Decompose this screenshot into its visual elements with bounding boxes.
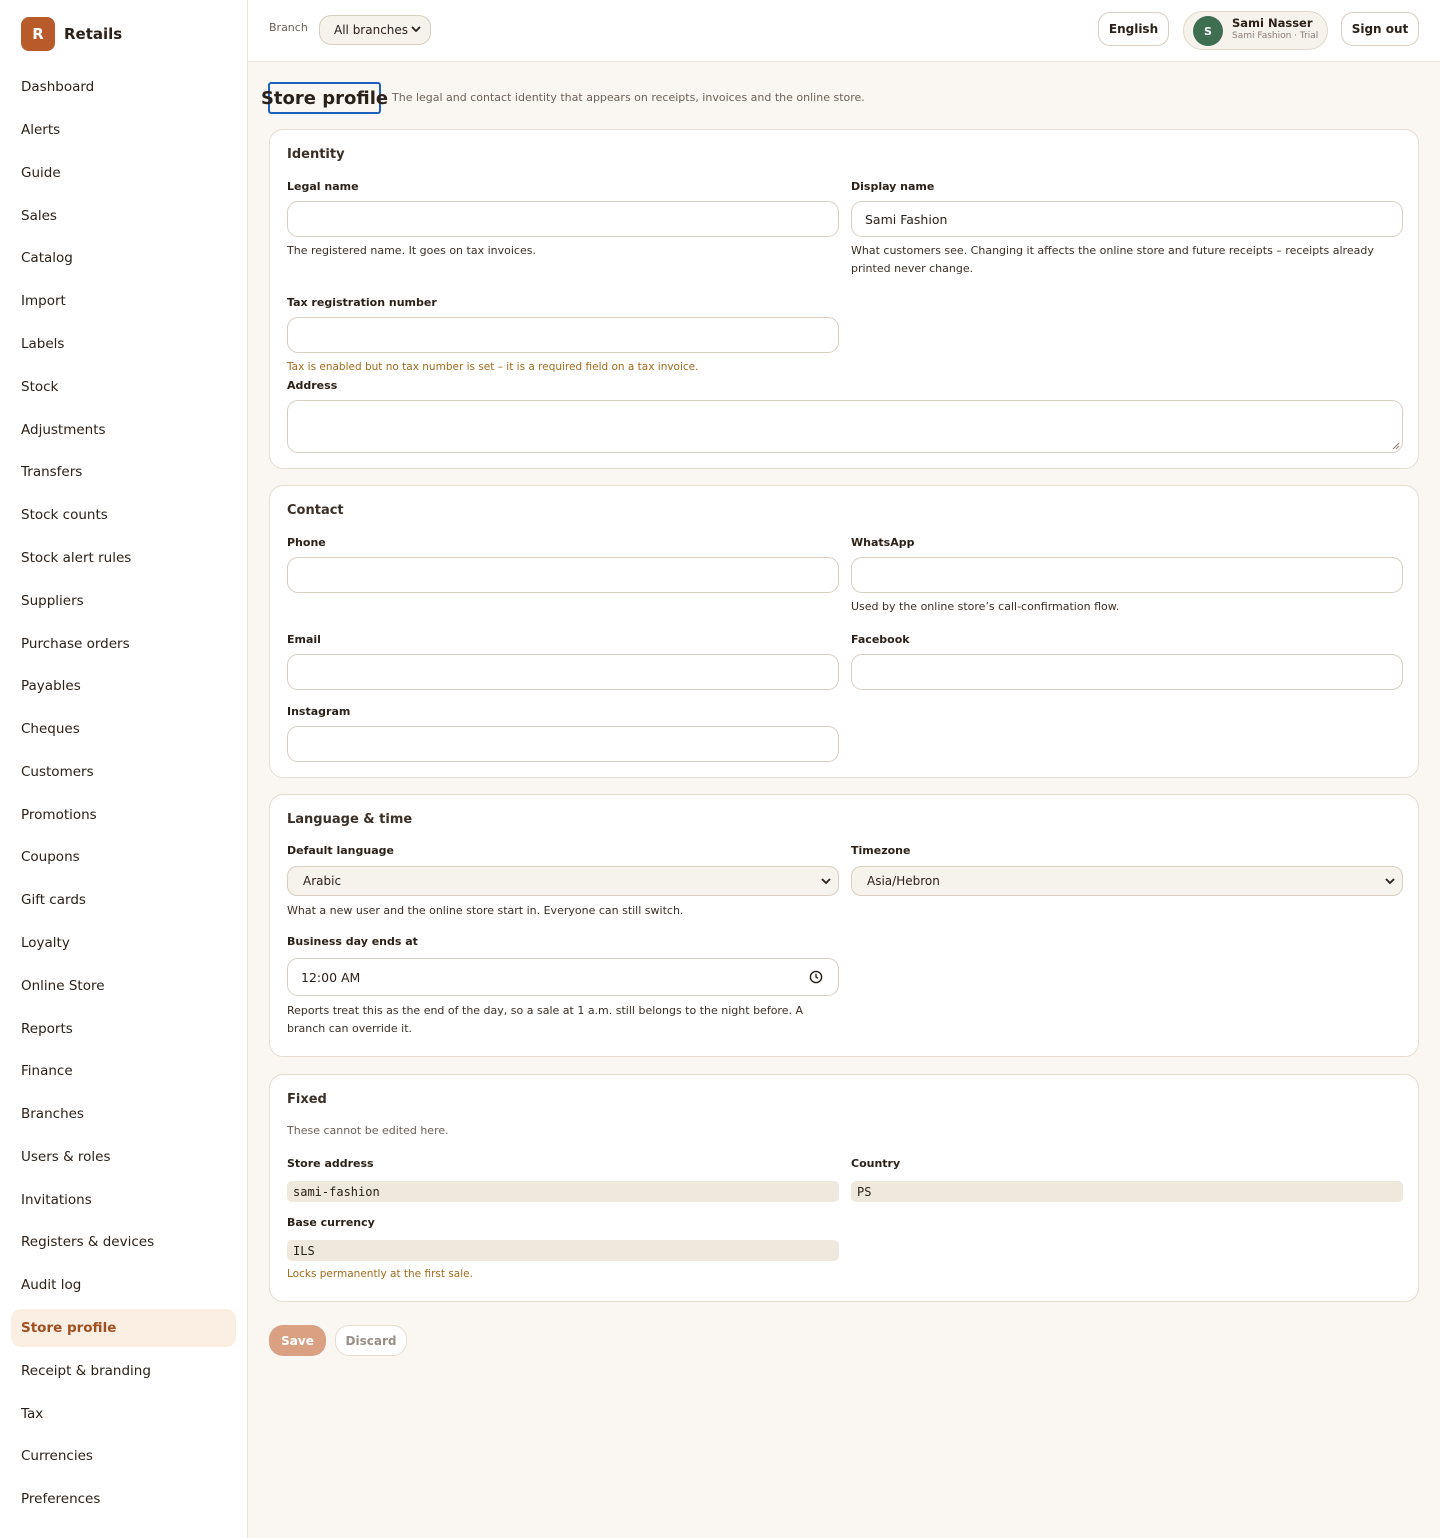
default-language-label: Default language — [287, 844, 394, 857]
chevron-down-icon — [410, 23, 422, 35]
fixed-title: Fixed — [287, 1092, 327, 1107]
sidebar-item-reports[interactable]: Reports — [21, 1020, 73, 1037]
page-subtitle: The legal and contact identity that appears on receipts, invoices and the online store. — [392, 91, 865, 104]
phone-input[interactable] — [287, 557, 839, 593]
sidebar-item-adjustments[interactable]: Adjustments — [21, 421, 106, 438]
base-currency-warning: Locks permanently at the first sale. — [287, 1268, 473, 1280]
address-label: Address — [287, 379, 338, 392]
sidebar-item-catalog[interactable]: Catalog — [21, 250, 73, 267]
language-time-title: Language & time — [287, 812, 413, 827]
phone-label: Phone — [287, 536, 326, 549]
legal-name-input[interactable] — [287, 201, 839, 237]
identity-card — [269, 129, 1419, 469]
legal-name-label: Legal name — [287, 180, 359, 193]
chevron-down-icon — [1384, 875, 1396, 887]
sidebar-item-stock-counts[interactable]: Stock counts — [21, 507, 108, 524]
legal-name-help: The registered name. It goes on tax invoices. — [287, 244, 536, 257]
sidebar-item-purchase-orders[interactable]: Purchase orders — [21, 635, 130, 652]
sign-out-button[interactable]: Sign out — [1341, 12, 1419, 46]
sidebar-item-stock[interactable]: Stock — [21, 378, 59, 395]
brand-name: Retails — [64, 25, 123, 43]
fixed-note: These cannot be edited here. — [287, 1124, 449, 1137]
timezone-label: Timezone — [851, 844, 911, 857]
sidebar-item-import[interactable]: Import — [21, 293, 66, 310]
tax-number-label: Tax registration number — [287, 296, 437, 309]
sidebar-nav — [11, 68, 236, 1523]
default-language-select[interactable] — [287, 866, 839, 896]
sidebar-item-registers-and-devices[interactable]: Registers & devices — [21, 1234, 155, 1251]
sidebar-item-preferences[interactable]: Preferences — [21, 1491, 101, 1508]
contact-card — [269, 485, 1419, 778]
timezone-value: Asia/Hebron — [867, 874, 940, 888]
sidebar-item-payables[interactable]: Payables — [21, 678, 81, 695]
country-value: PS — [851, 1181, 1403, 1202]
identity-title: Identity — [287, 147, 345, 162]
sidebar-item-currencies[interactable]: Currencies — [21, 1448, 93, 1465]
default-language-help: What a new user and the online store start in. Everyone can still switch. — [287, 904, 684, 917]
sidebar-item-dashboard[interactable]: Dashboard — [21, 79, 95, 96]
topbar — [248, 0, 1440, 62]
business-day-label: Business day ends at — [287, 935, 418, 948]
display-name-input[interactable] — [851, 201, 1403, 237]
contact-title: Contact — [287, 503, 344, 518]
address-textarea[interactable] — [287, 400, 1403, 453]
sidebar-item-branches[interactable]: Branches — [21, 1106, 84, 1123]
display-name-help: What customers see. Changing it affects the online store and future receipts – receipts already printed never change. — [851, 244, 1374, 275]
sidebar-item-customers[interactable]: Customers — [21, 763, 94, 780]
sidebar-item-online-store[interactable]: Online Store — [21, 977, 105, 994]
timezone-select[interactable] — [851, 866, 1403, 896]
resize-grip-icon[interactable] — [1392, 442, 1400, 450]
country-label: Country — [851, 1157, 901, 1170]
branch-label: Branch — [269, 21, 308, 34]
language-button[interactable]: English — [1098, 12, 1169, 46]
sidebar-item-invitations[interactable]: Invitations — [21, 1191, 92, 1208]
tax-number-warning: Tax is enabled but no tax number is set – it is a required field on a tax invoice. — [287, 361, 699, 373]
sidebar-item-receipt-and-branding[interactable]: Receipt & branding — [21, 1362, 151, 1379]
chevron-down-icon — [820, 875, 832, 887]
store-address-value: sami-fashion — [287, 1181, 839, 1202]
sidebar — [0, 0, 248, 1538]
business-day-help: Reports treat this as the end of the day, so a sale at 1 a.m. still belongs to the night before. A branch can override it. — [287, 1004, 803, 1035]
user-name: Sami Nasser — [1232, 16, 1313, 30]
whatsapp-label: WhatsApp — [851, 536, 915, 549]
sidebar-item-promotions[interactable]: Promotions — [21, 806, 97, 823]
user-menu[interactable] — [1183, 11, 1328, 50]
facebook-input[interactable] — [851, 654, 1403, 690]
user-subtitle: Sami Fashion · Trial — [1232, 31, 1319, 41]
save-button[interactable]: Save — [269, 1325, 326, 1356]
language-time-card — [269, 794, 1419, 1057]
discard-button[interactable]: Discard — [335, 1325, 407, 1356]
sidebar-item-stock-alert-rules[interactable]: Stock alert rules — [21, 549, 132, 566]
base-currency-label: Base currency — [287, 1216, 375, 1229]
sidebar-item-suppliers[interactable]: Suppliers — [21, 592, 84, 609]
email-label: Email — [287, 633, 321, 646]
instagram-label: Instagram — [287, 705, 351, 718]
brand[interactable] — [21, 17, 122, 51]
store-address-label: Store address — [287, 1157, 374, 1170]
business-day-value: 12:00 AM — [301, 969, 361, 985]
whatsapp-input[interactable] — [851, 557, 1403, 593]
avatar: S — [1193, 16, 1223, 46]
sidebar-item-store-profile[interactable]: Store profile — [11, 1309, 236, 1348]
sidebar-item-finance[interactable]: Finance — [21, 1063, 73, 1080]
default-language-value: Arabic — [303, 874, 342, 888]
sidebar-item-labels[interactable]: Labels — [21, 336, 65, 353]
sidebar-item-guide[interactable]: Guide — [21, 164, 61, 181]
sidebar-item-loyalty[interactable]: Loyalty — [21, 934, 70, 951]
sidebar-item-transfers[interactable]: Transfers — [21, 464, 83, 481]
sidebar-item-alerts[interactable]: Alerts — [21, 122, 61, 139]
branch-select-value: All branches — [334, 23, 409, 37]
brand-logo: R — [21, 17, 55, 51]
sidebar-item-audit-log[interactable]: Audit log — [21, 1277, 82, 1294]
base-currency-value: ILS — [287, 1240, 839, 1261]
fixed-card — [269, 1074, 1419, 1302]
sidebar-item-gift-cards[interactable]: Gift cards — [21, 892, 86, 909]
sidebar-item-sales[interactable]: Sales — [21, 207, 57, 224]
clock-icon[interactable] — [809, 970, 823, 984]
email-input[interactable] — [287, 654, 839, 690]
branch-select[interactable] — [319, 15, 431, 45]
whatsapp-help: Used by the online store’s call-confirmation flow. — [851, 600, 1120, 613]
tax-number-input[interactable] — [287, 317, 839, 353]
sidebar-item-users-and-roles[interactable]: Users & roles — [21, 1148, 111, 1165]
facebook-label: Facebook — [851, 633, 910, 646]
display-name-label: Display name — [851, 180, 935, 193]
page-title: Store profile — [268, 82, 381, 114]
sidebar-item-cheques[interactable]: Cheques — [21, 721, 80, 738]
sidebar-item-coupons[interactable]: Coupons — [21, 849, 80, 866]
sidebar-item-tax[interactable]: Tax — [21, 1405, 44, 1422]
instagram-input[interactable] — [287, 726, 839, 762]
business-day-time-input[interactable] — [287, 958, 839, 996]
